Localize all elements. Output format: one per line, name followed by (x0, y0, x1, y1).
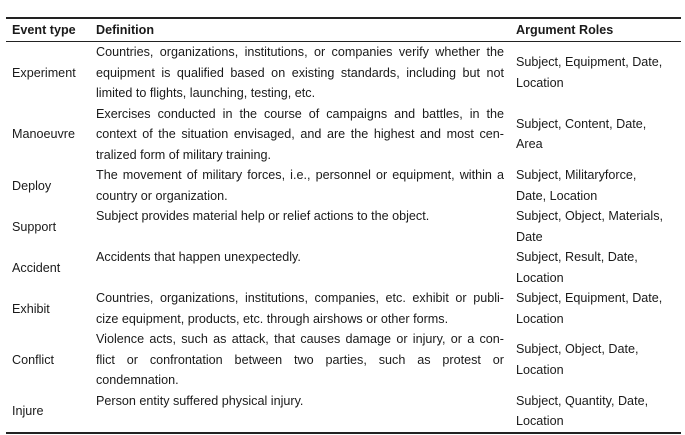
header-argument-roles: Argument Roles (516, 23, 614, 37)
definition-line: Violence acts, such as attack, that causes damage or injury, or a con- (96, 332, 504, 346)
event-type-cell: Conflict (12, 352, 54, 367)
argument-roles-line: Location (516, 75, 564, 90)
argument-roles-cell (504, 391, 681, 432)
argument-roles-line: Subject, Content, Date, (516, 116, 647, 131)
definition-cell (90, 42, 504, 104)
argument-roles-line: Location (516, 270, 564, 285)
table-row (6, 391, 681, 432)
table-body (6, 42, 681, 432)
definition-line: cize equipment, products, etc. through airshows or other forms. (96, 311, 449, 326)
definition-cell (90, 206, 504, 247)
argument-roles-line: Subject, Militaryforce, (516, 168, 637, 182)
table-row (6, 288, 681, 329)
definition-line: tralized form of military training. (96, 147, 271, 162)
definition-line: limited to flights, launching, testing, etc. (96, 86, 316, 100)
table-row (6, 165, 681, 206)
table-row (6, 206, 681, 247)
argument-roles-line: Date, Location (516, 188, 598, 203)
event-type-cell: Support (12, 219, 57, 234)
definition-line: Person entity suffered physical injury. (96, 393, 304, 408)
argument-roles-cell (504, 42, 681, 104)
definition-cell (90, 288, 504, 329)
event-type-cell: Deploy (12, 178, 52, 193)
definition-line: Countries, organizations, institutions, or companies verify whether the (96, 45, 504, 59)
definition-cell (90, 391, 504, 432)
table-row (6, 42, 681, 104)
argument-roles-line: Subject, Result, Date, (516, 250, 638, 264)
argument-roles-line: Subject, Object, Date, (516, 342, 639, 357)
event-type-cell: Exhibit (12, 301, 50, 316)
event-type-cell: Injure (12, 404, 44, 418)
argument-roles-line: Subject, Equipment, Date, (516, 55, 663, 70)
table-row (6, 329, 681, 391)
definition-line: equipment is qualified based on existing standards, including but not (96, 65, 504, 80)
argument-roles-line: Location (516, 362, 564, 377)
argument-roles-line: Subject, Equipment, Date, (516, 291, 663, 305)
argument-roles-cell (504, 288, 681, 329)
header-event-type: Event type (12, 23, 76, 37)
definition-cell (90, 104, 504, 166)
definition-line: Exercises conducted in the course of campaigns and battles, in the (96, 106, 504, 121)
event-type-cell: Accident (12, 260, 61, 275)
definition-line: The movement of military forces, i.e., personnel or equipment, within a (96, 168, 504, 182)
definition-line: Countries, organizations, institutions, companies, etc. exhibit or publi- (96, 291, 504, 305)
argument-roles-line: Subject, Object, Materials, (516, 209, 663, 223)
argument-roles-line: Area (516, 137, 543, 152)
argument-roles-cell (504, 104, 681, 166)
definition-cell (90, 247, 504, 288)
argument-roles-line: Location (516, 414, 564, 428)
table-header (6, 19, 681, 42)
header-definition: Definition (96, 23, 155, 37)
definition-line: context of the situation envisaged, and are the highest and most cen- (96, 127, 504, 141)
argument-roles-line: Date (516, 229, 543, 244)
table-row (6, 247, 681, 288)
definition-line: country or organization. (96, 188, 228, 203)
argument-roles-cell (504, 329, 681, 391)
table-row (6, 104, 681, 166)
argument-roles-cell (504, 247, 681, 288)
argument-roles-line: Subject, Quantity, Date, (516, 393, 649, 408)
event-type-cell: Manoeuvre (12, 127, 76, 142)
argument-roles-line: Location (516, 311, 564, 326)
definition-line: condemnation. (96, 373, 179, 387)
definition-line: Subject provides material help or relief actions to the object. (96, 209, 430, 223)
definition-cell (90, 165, 504, 206)
definition-cell (90, 329, 504, 391)
argument-roles-cell (504, 206, 681, 247)
definition-line: Accidents that happen unexpectedly. (96, 250, 301, 264)
definition-line: flict or confrontation between two parties, such as protest or (96, 352, 504, 367)
argument-roles-cell (504, 165, 681, 206)
event-type-cell: Experiment (12, 65, 76, 80)
event-types-table (6, 17, 681, 434)
